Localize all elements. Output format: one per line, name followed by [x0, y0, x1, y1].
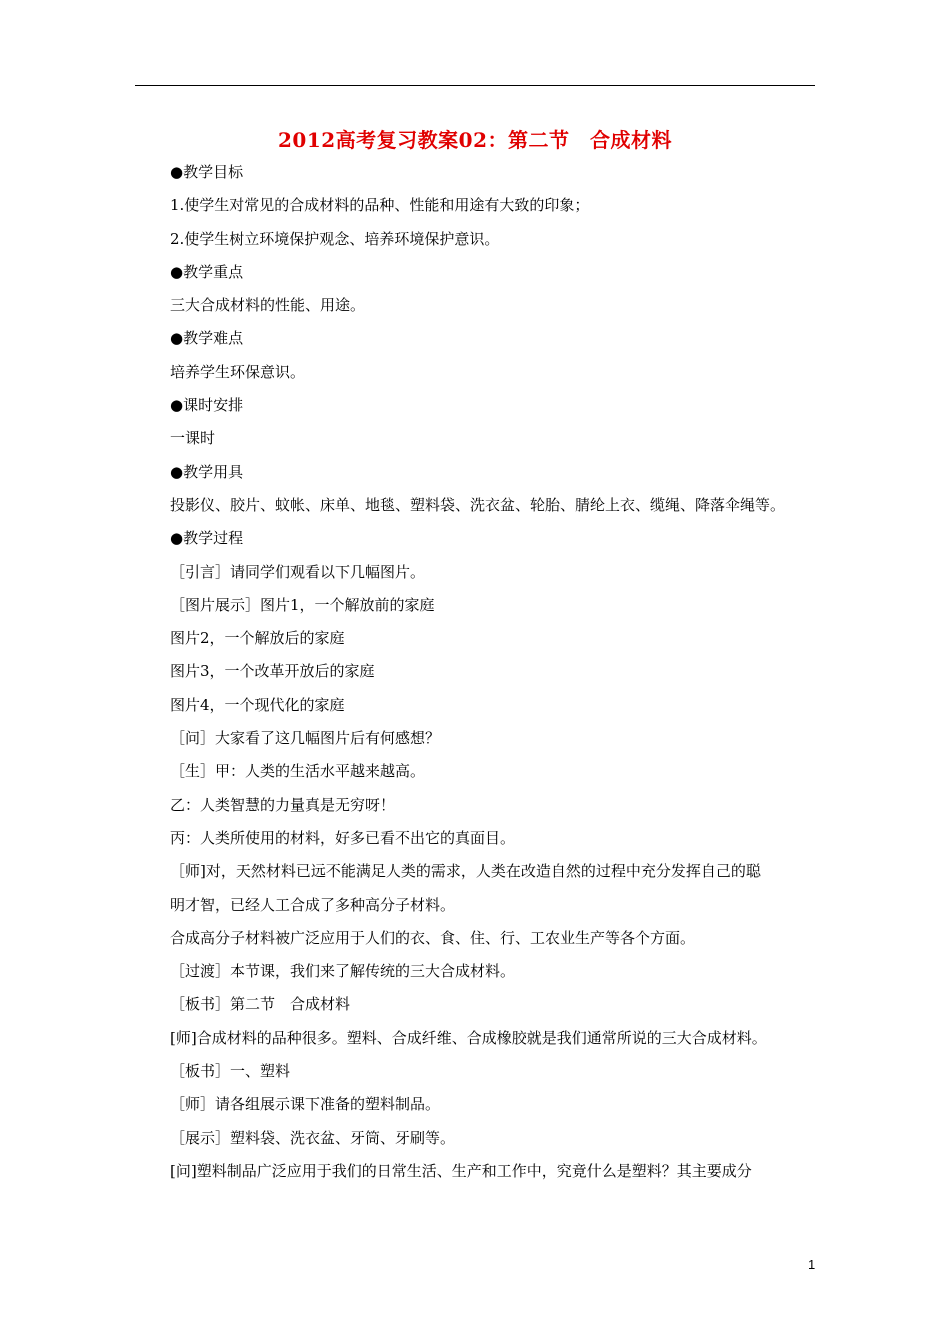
document-title: 2012高考复习教案02：第二节 合成材料 [278, 128, 672, 152]
paragraph-line: 三大合成材料的性能、用途。 [170, 296, 366, 315]
paragraph-line: 丙：人类所使用的材料，好多已看不出它的真面目。 [170, 828, 516, 847]
paragraph-line: 乙：人类智慧的力量真是无穷呀！ [170, 795, 396, 814]
paragraph-line: ［图片展示］图片1，一个解放前的家庭 [170, 595, 435, 614]
paragraph-line: ［引言］请同学们观看以下几幅图片。 [170, 562, 426, 581]
header-rule [135, 85, 815, 86]
section-heading: ●教学过程 [170, 529, 244, 548]
section-heading: ●教学重点 [170, 262, 244, 281]
paragraph-line: [问]塑料制品广泛应用于我们的日常生活、生产和工作中，究竟什么是塑料？其主要成分 [170, 1161, 752, 1180]
paragraph-line: ［过渡］本节课，我们来了解传统的三大合成材料。 [170, 962, 516, 981]
paragraph-line: ［师］请各组展示课下准备的塑料制品。 [170, 1095, 441, 1114]
paragraph-line: ［师]对，天然材料已远不能满足人类的需求，人类在改造自然的过程中充分发挥自己的聪 [170, 862, 761, 881]
paragraph-line: 图片4，一个现代化的家庭 [170, 695, 345, 714]
paragraph-line: 2.使学生树立环境保护观念、培养环境保护意识。 [170, 229, 500, 248]
section-heading: ●教学难点 [170, 329, 244, 348]
paragraph-line: 培养学生环保意识。 [170, 362, 306, 381]
paragraph-line: ［展示］塑料袋、洗衣盆、牙筒、牙刷等。 [170, 1128, 456, 1147]
paragraph-line: 投影仪、胶片、蚊帐、床单、地毯、塑料袋、洗衣盆、轮胎、腈纶上衣、缆绳、降落伞绳等。 [170, 495, 786, 514]
page-number: 1 [808, 1257, 816, 1272]
paragraph-line: [师]合成材料的品种很多。塑料、合成纤维、合成橡胶就是我们通常所说的三大合成材料。 [170, 1028, 767, 1047]
section-heading: ●教学用具 [170, 462, 244, 481]
paragraph-line: 一课时 [170, 429, 216, 448]
paragraph-line: ［问］大家看了这几幅图片后有何感想？ [170, 729, 441, 748]
paragraph-line: ［板书］第二节 合成材料 [170, 995, 351, 1014]
paragraph-line: 图片3，一个改革开放后的家庭 [170, 662, 375, 681]
paragraph-line: 合成高分子材料被广泛应用于人们的衣、食、住、行、工农业生产等各个方面。 [170, 928, 696, 947]
section-heading: ●教学目标 [170, 163, 244, 181]
paragraph-line: 1.使学生对常见的合成材料的品种、性能和用途有大致的印象； [170, 196, 590, 215]
paragraph-line: ［板书］一、塑料 [170, 1062, 291, 1081]
paragraph-line: 明才智，已经人工合成了多种高分子材料。 [170, 895, 456, 914]
paragraph-line: 图片2，一个解放后的家庭 [170, 629, 345, 648]
paragraph-line: ［生］甲：人类的生活水平越来越高。 [170, 762, 426, 781]
document-body [170, 160, 820, 1192]
section-heading: ●课时安排 [170, 396, 244, 415]
